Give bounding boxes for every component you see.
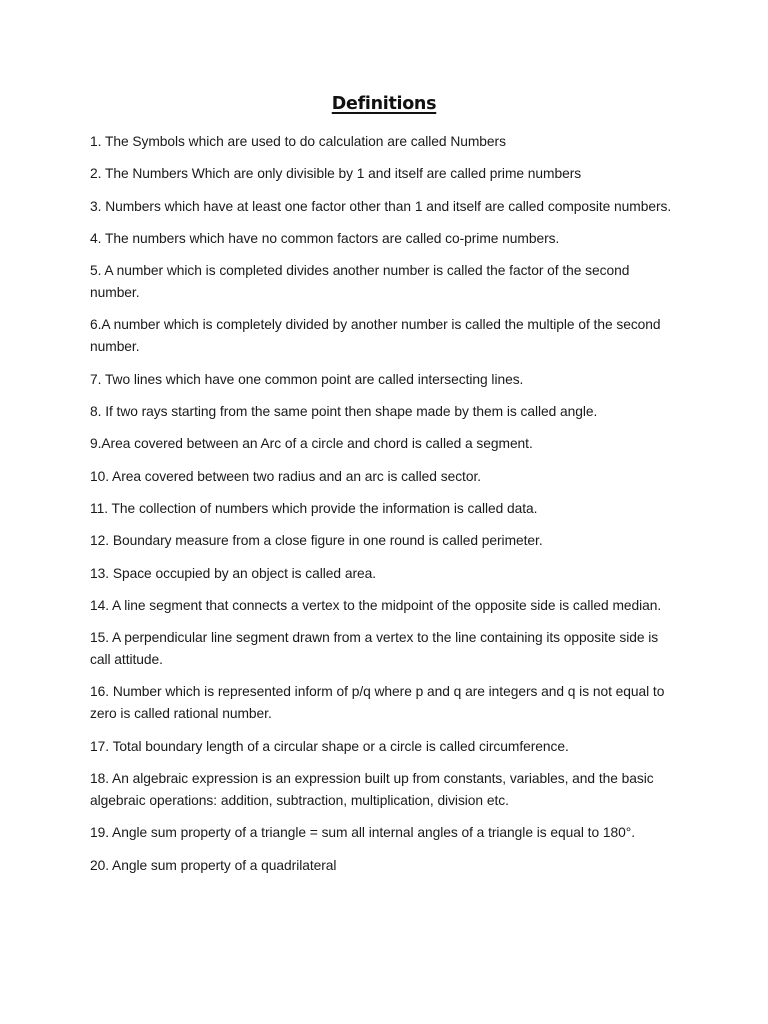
definition-item: 8. If two rays starting from the same point then shape made by them is called angle. <box>90 404 598 420</box>
definition-item: 6.A number which is completely divided by another number is called the multiple of the second number. <box>90 317 661 355</box>
definition-item: 4. The numbers which have no common factors are called co-prime numbers. <box>90 230 560 246</box>
definition-item: 17. Total boundary length of a circular shape or a circle is called circumference. <box>90 738 569 754</box>
definition-item: 18. An algebraic expression is an expression built up from constants, variables, and the basic algebraic operations: addition, subtraction, multiplication, division etc. <box>90 771 654 809</box>
definitions-list <box>90 131 676 887</box>
definition-item: 1. The Symbols which are used to do calculation are called Numbers <box>90 134 506 149</box>
definition-item: 16. Number which is represented inform of p/q where p and q are integers and q is not equal to zero is called rational number. <box>90 684 665 722</box>
definition-item: 3. Numbers which have at least one factor other than 1 and itself are called composite numbers. <box>90 198 672 214</box>
definition-item: 5. A number which is completed divides another number is called the factor of the second number. <box>90 263 630 301</box>
definition-item: 10. Area covered between two radius and an arc is called sector. <box>90 468 482 484</box>
definition-item: 9.Area covered between an Arc of a circle and chord is called a segment. <box>90 436 533 452</box>
definition-item: 20. Angle sum property of a quadrilateral <box>90 857 337 873</box>
definition-item: 2. The Numbers Which are only divisible by 1 and itself are called prime numbers <box>90 166 582 182</box>
definition-item: 13. Space occupied by an object is called area. <box>90 565 377 581</box>
definition-item: 14. A line segment that connects a vertex to the midpoint of the opposite side is called median. <box>90 597 662 613</box>
definition-item: 15. A perpendicular line segment drawn from a vertex to the line containing its opposite side is call attitude. <box>90 630 659 668</box>
definition-item: 12. Boundary measure from a close figure in one round is called perimeter. <box>90 533 543 549</box>
definition-item: 11. The collection of numbers which provide the information is called data. <box>90 500 538 516</box>
page-title: Definitions <box>331 94 437 114</box>
definition-item: 19. Angle sum property of a triangle = sum all internal angles of a triangle is equal to 180°. <box>90 825 635 841</box>
definition-item: 7. Two lines which have one common point are called intersecting lines. <box>90 371 524 387</box>
